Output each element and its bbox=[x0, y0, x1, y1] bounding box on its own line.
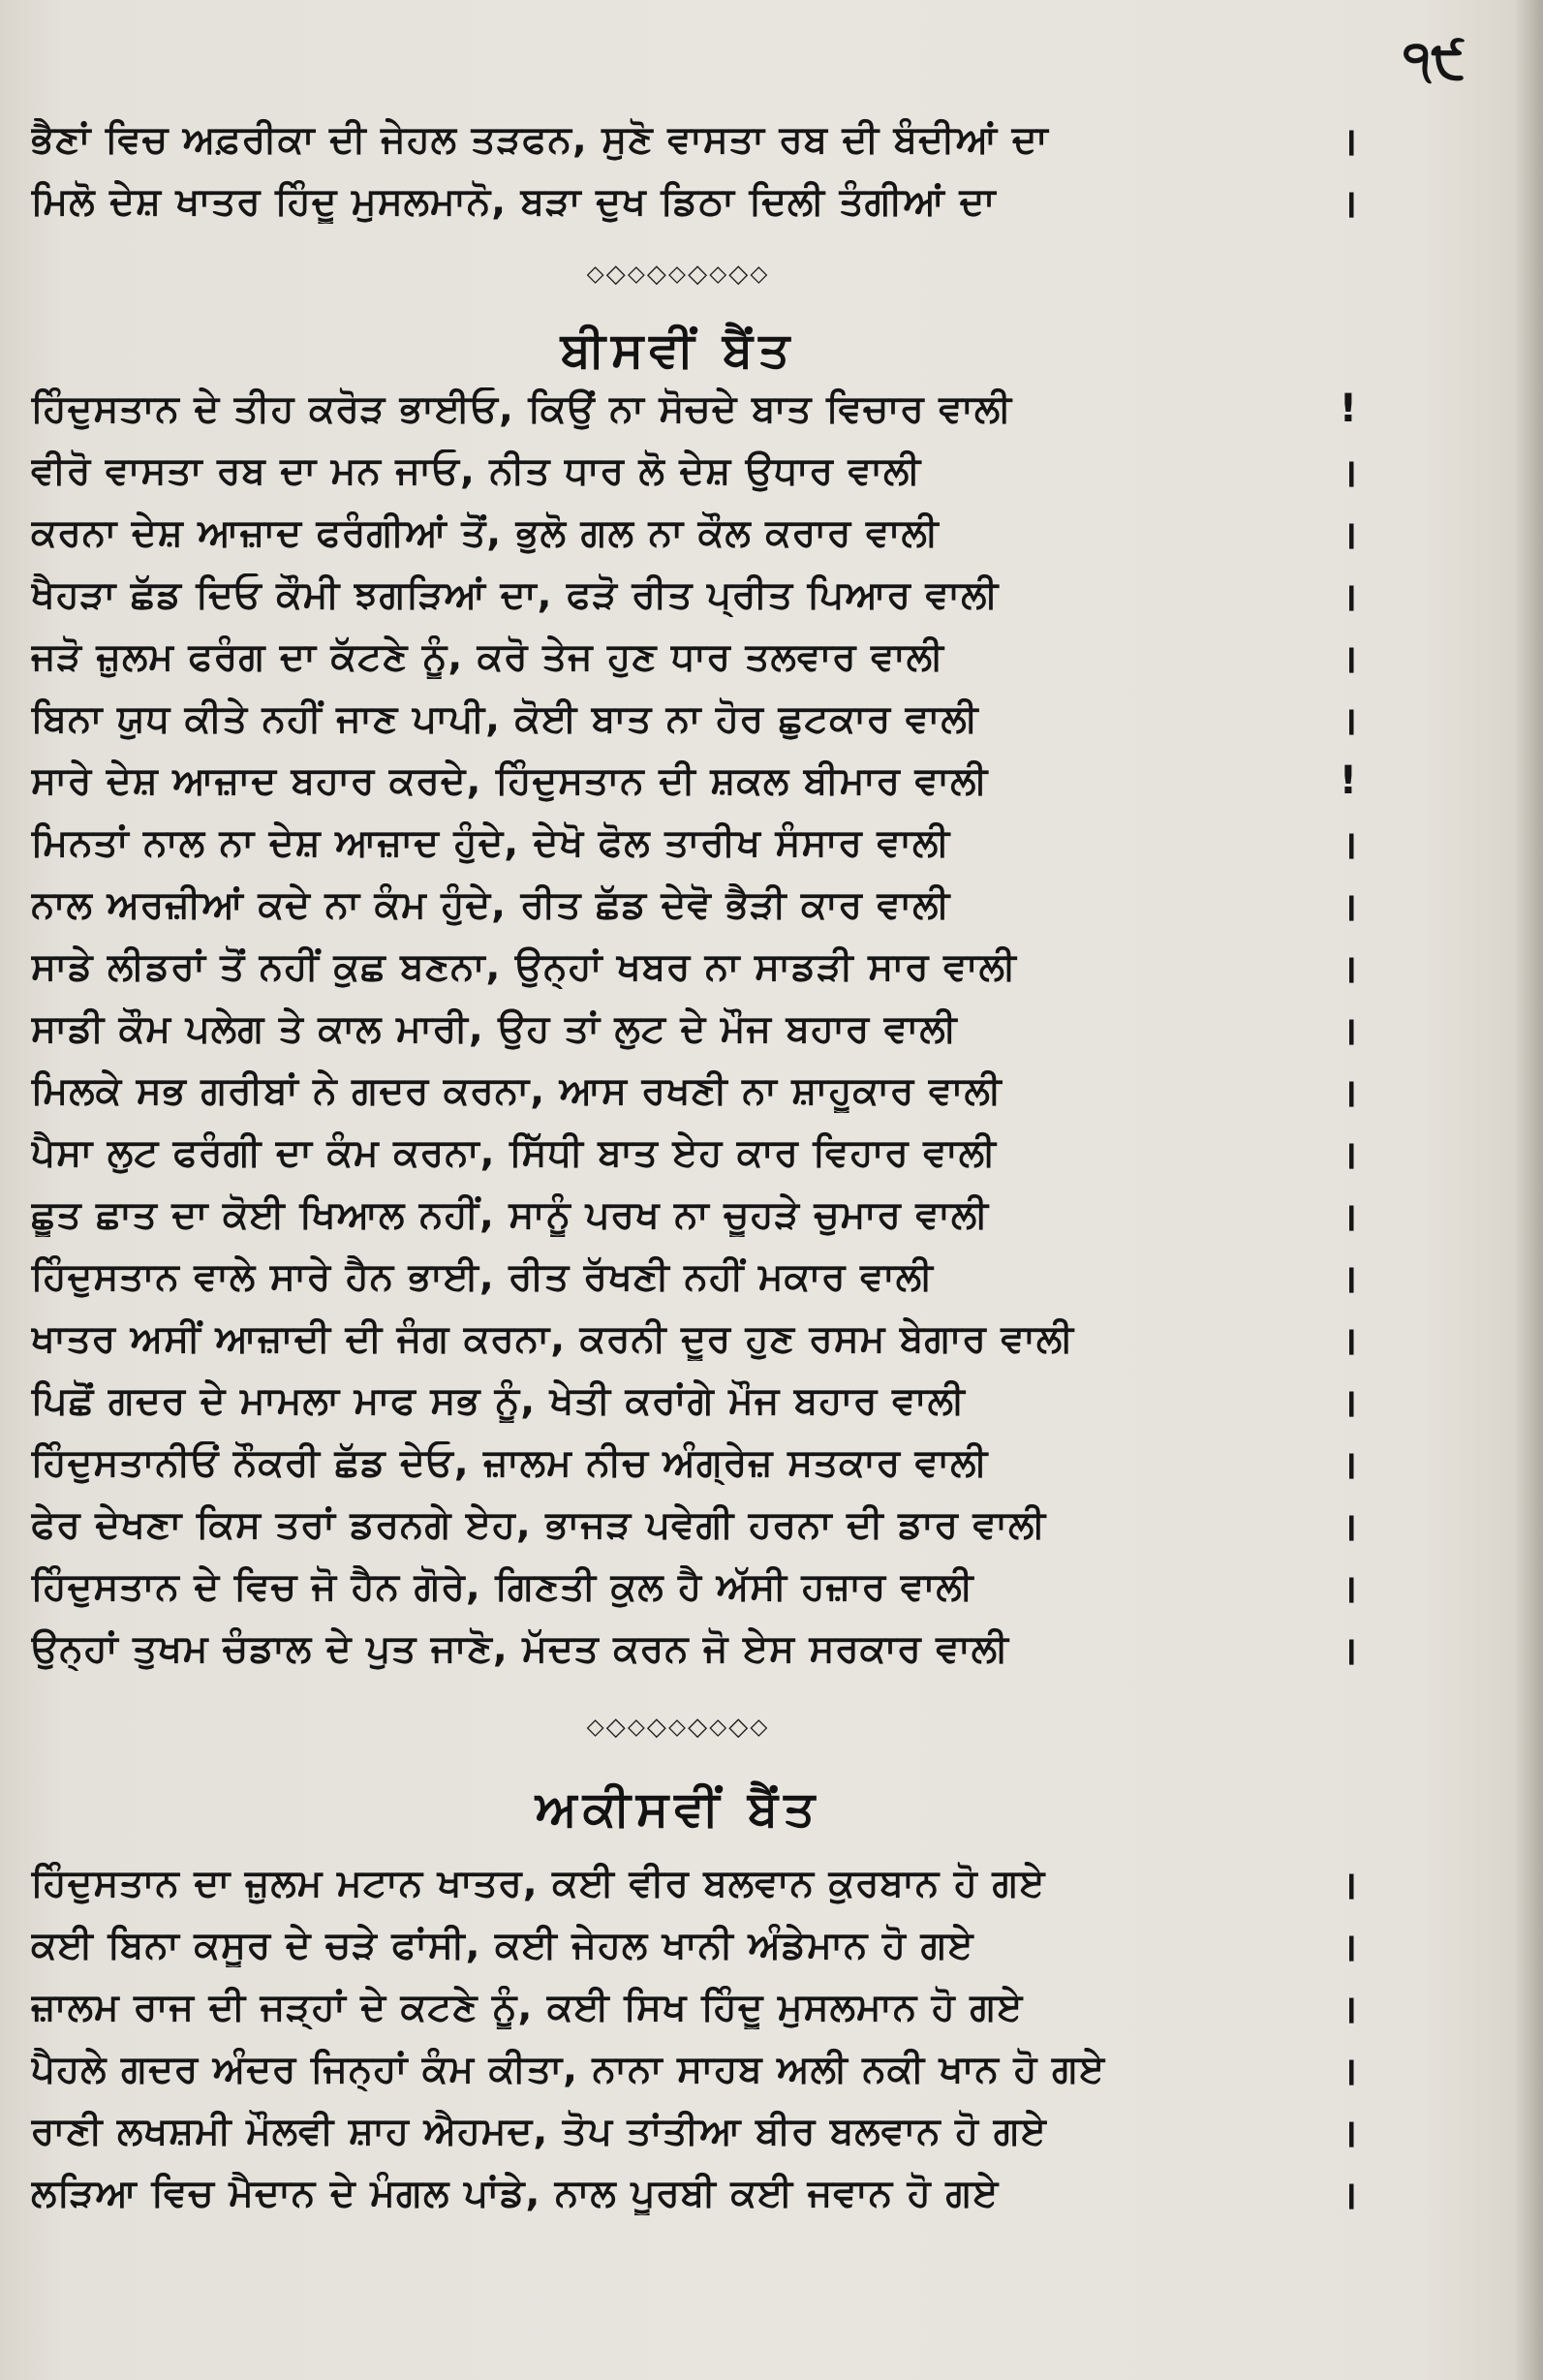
section-divider-ornament: ⬦◇⬦◇⬦◇⬦◇⬦ bbox=[586, 1713, 770, 1742]
section-heading-21: ਅਕੀਸਵੀਂ ਬੈਂਤ bbox=[535, 1780, 821, 1837]
verse-line: ਹਿੰਦੁਸਤਾਨ ਵਾਲੇ ਸਾਰੇ ਹੈਨ ਭਾਈ, ਰੀਤ ਰੱਖਣੀ ਨਹੀਂ ਮਕਾਰ ਵਾਲੀ । bbox=[31, 1254, 1358, 1302]
intro-verse-block bbox=[31, 108, 1358, 232]
section-divider-ornament: ⬦◇⬦◇⬦◇⬦◇⬦ bbox=[586, 260, 770, 289]
verse-line: ਮਿਲੋ ਦੇਸ਼ ਖਾਤਰ ਹਿੰਦੂ ਮੁਸਲਮਾਨੋ, ਬੜਾ ਦੁਖ ਡਿਠਾ ਦਿਲੀ ਤੰਗੀਆਂ ਦਾ । bbox=[31, 179, 1358, 227]
section-heading-20: ਬੀਸਵੀਂ ਬੈਂਤ bbox=[560, 322, 796, 378]
page-edge-shadow bbox=[1514, 0, 1543, 2380]
section-20-verse-block bbox=[31, 378, 1358, 1680]
section-21-verse-block bbox=[31, 1852, 1358, 2224]
verse-line: ਪਿਛੋਂ ਗਦਰ ਦੇ ਮਾਮਲਾ ਮਾਫ ਸਭ ਨੂੰ, ਖੇਤੀ ਕਰਾਂਗੇ ਮੌਜ ਬਹਾਰ ਵਾਲੀ । bbox=[31, 1378, 1358, 1426]
verse-line: ਖੈਹੜਾ ਛੱਡ ਦਿਓ ਕੌਮੀ ਝਗੜਿਆਂ ਦਾ, ਫੜੋ ਰੀਤ ਪ੍ਰੀਤ ਪਿਆਰ ਵਾਲੀ । bbox=[31, 572, 1358, 620]
verse-line: ਸਾਡੇ ਲੀਡਰਾਂ ਤੋਂ ਨਹੀਂ ਕੁਛ ਬਣਨਾ, ਉਨ੍ਹਾਂ ਖਬਰ ਨਾ ਸਾਡੜੀ ਸਾਰ ਵਾਲੀ । bbox=[31, 944, 1358, 992]
verse-line: ਲੜਿਆ ਵਿਚ ਮੈਦਾਨ ਦੇ ਮੰਗਲ ਪਾਂਡੇ, ਨਾਲ ਪੂਰਬੀ ਕਈ ਜਵਾਨ ਹੋ ਗਏ । bbox=[31, 2171, 1358, 2218]
verse-line: ਭੈਣਾਂ ਵਿਚ ਅਫ਼ਰੀਕਾ ਦੀ ਜੇਹਲ ਤੜਫਨ, ਸੁਣੋ ਵਾਸਤਾ ਰਬ ਦੀ ਬੰਦੀਆਂ ਦਾ । bbox=[31, 117, 1358, 165]
page-number: ੧੯ bbox=[1403, 29, 1466, 90]
verse-line: ਬਿਨਾ ਯੁਧ ਕੀਤੇ ਨਹੀਂ ਜਾਣ ਪਾਪੀ, ਕੋਈ ਬਾਤ ਨਾ ਹੋਰ ਛੁਟਕਾਰ ਵਾਲੀ । bbox=[31, 696, 1358, 744]
verse-line: ਜ਼ਾਲਮ ਰਾਜ ਦੀ ਜੜ੍ਹਾਂ ਦੇ ਕਟਣੇ ਨੂੰ, ਕਈ ਸਿਖ ਹਿੰਦੂ ਮੁਸਲਮਾਨ ਹੋ ਗਏ । bbox=[31, 1985, 1358, 2032]
verse-line: ਮਿਨਤਾਂ ਨਾਲ ਨਾ ਦੇਸ਼ ਆਜ਼ਾਦ ਹੁੰਦੇ, ਦੇਖੋ ਫੋਲ ਤਾਰੀਖ ਸੰਸਾਰ ਵਾਲੀ । bbox=[31, 820, 1358, 868]
verse-line: ਉਨ੍ਹਾਂ ਤੁਖਮ ਚੰਡਾਲ ਦੇ ਪੁਤ ਜਾਣੋ, ਮੱਦਤ ਕਰਨ ਜੋ ਏਸ ਸਰਕਾਰ ਵਾਲੀ । bbox=[31, 1626, 1358, 1674]
verse-line: ਹਿੰਦੁਸਤਾਨ ਦੇ ਤੀਹ ਕਰੋੜ ਭਾਈਓ, ਕਿਉਂ ਨਾ ਸੋਚਦੇ ਬਾਤ ਵਿਚਾਰ ਵਾਲੀ ! bbox=[31, 386, 1358, 431]
verse-line: ਮਿਲਕੇ ਸਭ ਗਰੀਬਾਂ ਨੇ ਗਦਰ ਕਰਨਾ, ਆਸ ਰਖਣੀ ਨਾ ਸ਼ਾਹੂਕਾਰ ਵਾਲੀ । bbox=[31, 1068, 1358, 1116]
verse-line: ਕਈ ਬਿਨਾ ਕਸੂਰ ਦੇ ਚੜੇ ਫਾਂਸੀ, ਕਈ ਜੇਹਲ ਖਾਨੀ ਅੰਡੇਮਾਨ ਹੋ ਗਏ । bbox=[31, 1923, 1358, 1970]
verse-line: ਹਿੰਦੁਸਤਾਨ ਦਾ ਜ਼ੁਲਮ ਮਟਾਨ ਖਾਤਰ, ਕਈ ਵੀਰ ਬਲਵਾਨ ਕੁਰਬਾਨ ਹੋ ਗਏ । bbox=[31, 1861, 1358, 1908]
verse-line: ਹਿੰਦੁਸਤਾਨੀਓਂ ਨੌਕਰੀ ਛੱਡ ਦੇਓ, ਜ਼ਾਲਮ ਨੀਚ ਅੰਗ੍ਰੇਜ਼ ਸਤਕਾਰ ਵਾਲੀ । bbox=[31, 1440, 1358, 1488]
verse-line: ਜੜੋ ਜ਼ੁਲਮ ਫਰੰਗ ਦਾ ਕੱਟਣੇ ਨੂੰ, ਕਰੋ ਤੇਜ ਹੁਣ ਧਾਰ ਤਲਵਾਰ ਵਾਲੀ । bbox=[31, 634, 1358, 682]
verse-line: ਸਾਰੇ ਦੇਸ਼ ਆਜ਼ਾਦ ਬਹਾਰ ਕਰਦੇ, ਹਿੰਦੁਸਤਾਨ ਦੀ ਸ਼ਕਲ ਬੀਮਾਰ ਵਾਲੀ ! bbox=[31, 758, 1358, 803]
verse-line: ਹਿੰਦੁਸਤਾਨ ਦੇ ਵਿਚ ਜੋ ਹੈਨ ਗੋਰੇ, ਗਿਣਤੀ ਕੁਲ ਹੈ ਅੱਸੀ ਹਜ਼ਾਰ ਵਾਲੀ । bbox=[31, 1564, 1358, 1612]
verse-line: ਪੈਸਾ ਲੁਟ ਫਰੰਗੀ ਦਾ ਕੰਮ ਕਰਨਾ, ਸਿੱਧੀ ਬਾਤ ਏਹ ਕਾਰ ਵਿਹਾਰ ਵਾਲੀ । bbox=[31, 1130, 1358, 1178]
verse-line: ਖਾਤਰ ਅਸੀਂ ਆਜ਼ਾਦੀ ਦੀ ਜੰਗ ਕਰਨਾ, ਕਰਨੀ ਦੂਰ ਹੁਣ ਰਸਮ ਬੇਗਾਰ ਵਾਲੀ । bbox=[31, 1316, 1358, 1364]
verse-line: ਛੂਤ ਛਾਤ ਦਾ ਕੋਈ ਖਿਆਲ ਨਹੀਂ, ਸਾਨੂੰ ਪਰਖ ਨਾ ਚੂਹੜੇ ਚੁਮਾਰ ਵਾਲੀ । bbox=[31, 1192, 1358, 1240]
verse-line: ਰਾਣੀ ਲਖਸ਼ਮੀ ਮੌਲਵੀ ਸ਼ਾਹ ਐਹਮਦ, ਤੋਪ ਤਾਂਤੀਆ ਬੀਰ ਬਲਵਾਨ ਹੋ ਗਏ । bbox=[31, 2109, 1358, 2156]
verse-line: ਸਾਡੀ ਕੌਮ ਪਲੇਗ ਤੇ ਕਾਲ ਮਾਰੀ, ਉਹ ਤਾਂ ਲੁਟ ਦੇ ਮੌਜ ਬਹਾਰ ਵਾਲੀ । bbox=[31, 1006, 1358, 1054]
verse-line: ਕਰਨਾ ਦੇਸ਼ ਆਜ਼ਾਦ ਫਰੰਗੀਆਂ ਤੋਂ, ਭੁਲੋ ਗਲ ਨਾ ਕੌਲ ਕਰਾਰ ਵਾਲੀ । bbox=[31, 510, 1358, 558]
verse-line: ਫੇਰ ਦੇਖਣਾ ਕਿਸ ਤਰਾਂ ਡਰਨਗੇ ਏਹ, ਭਾਜੜ ਪਵੇਗੀ ਹਰਨਾ ਦੀ ਡਾਰ ਵਾਲੀ । bbox=[31, 1502, 1358, 1550]
verse-line: ਵੀਰੋ ਵਾਸਤਾ ਰਬ ਦਾ ਮਨ ਜਾਓ, ਨੀਤ ਧਾਰ ਲੋ ਦੇਸ਼ ਉਧਾਰ ਵਾਲੀ । bbox=[31, 448, 1358, 496]
verse-line: ਪੈਹਲੇ ਗਦਰ ਅੰਦਰ ਜਿਨ੍ਹਾਂ ਕੰਮ ਕੀਤਾ, ਨਾਨਾ ਸਾਹਬ ਅਲੀ ਨਕੀ ਖਾਨ ਹੋ ਗਏ । bbox=[31, 2047, 1358, 2094]
verse-line: ਨਾਲ ਅਰਜ਼ੀਆਂ ਕਦੇ ਨਾ ਕੰਮ ਹੁੰਦੇ, ਰੀਤ ਛੱਡ ਦੇਵੋ ਭੈੜੀ ਕਾਰ ਵਾਲੀ । bbox=[31, 882, 1358, 930]
